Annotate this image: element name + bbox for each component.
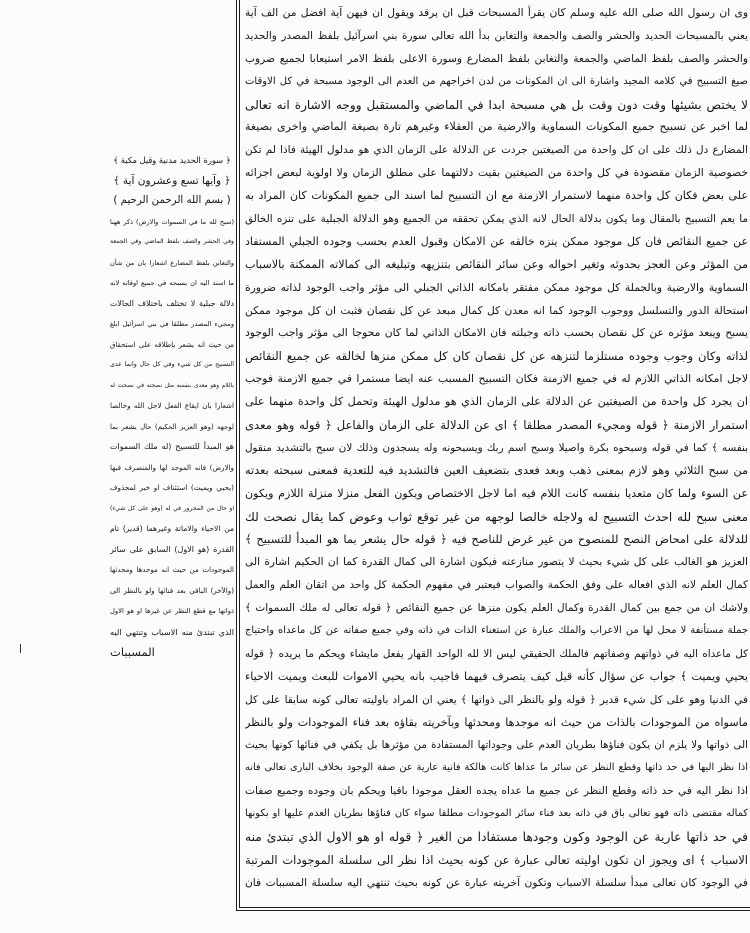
main-text-line: في حد ذاتها عارية عن الوجود وكون وجودها مستفادا من الغير ﴿ قوله او هو الاول الذي تبتدئ منه	[245, 830, 748, 845]
main-text-line: اذا نظر اليه في حد ذاته وقطع النظر عن جميع ما عداه يجده العقل موجودا باقيا ويحكم بان وجوده وجميع صفات	[245, 784, 748, 798]
main-text-line: لا يختص بشيئها وقت دون وقت بل هي مسبحة ابدا في الماضي والمستقبل ووجه الاشارة انه تعالى	[245, 97, 748, 112]
main-text-line: لاجل امكانه الذاتي اللازم له في جميع الازمنة فكان التسبيح المسبب عنه ايضا مستمرا في جميع الازمنة فوجب	[245, 372, 748, 386]
margin-text-line: (والآخر) الباقي بعد فنائها ولو بالنظر الى	[110, 585, 234, 595]
main-text-line: عن جميع النقائص فان كل موجود ممكن ينزه خالقه عن الامكان وقبول العدم بحسب وجوده الجبلي المستفاد	[245, 234, 748, 248]
main-text-line: في الدنيا وهو على كل شيء قدير ﴿ قوله ولو بالنظر الى ذواتها ﴾ يعني ان المراد باوليته تعالى كونه سابقا على كل	[245, 693, 748, 706]
main-text-line: من سبح الثلاثي وهو لازم بمعنى ذهب وبعد فعدى بتضعيف العين فالتشديد فيه للتعدية فمعنى سبحته بعدته	[245, 463, 748, 477]
main-text-line: عن السوء ولما كان متعديا بنفسه كانت اللام فيه اما لاجل الاختصاص ويكون الفعل منزلا منزلة اللازم ويكون	[245, 486, 748, 500]
margin-text-line: الموجودات من حيث انه موجدها ومحدثها	[110, 565, 234, 574]
main-text-line: العزيز هو الغالب على كل شيء بحيث لا يتصور منازعته فيكون اشارة الى كمال القدرة كما ان الحكيم اشارة الى	[245, 555, 748, 569]
main-text-line: ولاشك ان من جمع بين كمال القدرة وكمال العلم يكون منزها عن جميع النقائص ﴿ قوله تعالى له ملك السموات ﴾	[245, 602, 748, 615]
margin-text-line: باللام وهو معدى بنفسه مثل نصحته في نصحت له	[110, 382, 234, 389]
main-text-line: خصوصية الزمان مقصودة في كل واحدة من الصيغتين بقيت دلالتهما على مطلق الزمان ولا اولوية لبعض اجزائه	[245, 166, 748, 180]
main-text-line: والحشر والصف بلفظ الماضي والجمعة والتغابن بلفظ المضارع وسورة الاعلى بلفظ الامر استيعابا لجميع ضروب	[245, 51, 748, 65]
main-text-line: يسبح ويبعد مؤثره عن كل نقصان بحسب ذاته وجبلته فان الامكان الذاتي لما كان محوجا الى مؤثر واجب الوجود	[245, 326, 748, 340]
main-text-line: استمرار الازمنة ﴿ قوله ومجيء المصدر مطلقا ﴾ اى عن الدلالة على الزمان والفاعل ﴿ قوله وهو معدى	[245, 418, 748, 433]
main-text-line: كل ماعداه اليه في ذواتهم وصفاتهم فالملك الحقيقي ليس الا لله الواحد القهار يفعل مايشاء ويحكم ما يريده ﴿ قوله	[245, 647, 748, 660]
main-text-line: كماله مقتضى ذاته فهو تعالى باق في ذاته بعد فناء سائر الموجودات مطلقا سواء كان فناؤها بطريان العدم عليها او بكونها	[245, 808, 748, 820]
main-text-line: بنفسه ﴾ كما في قوله وسبحوه بكرة واصيلا وسبح اسم ربك ويسبحونه وله يسجدون وذلك لان سبح بالتشديد منقول	[245, 441, 748, 454]
main-text-line: الاسباب ﴾ اى ويجوز ان تكون اوليته تعالى عبارة عن كونه بحيث اذا نظر الى سلسلة الموجودات المرتبة	[245, 852, 748, 867]
main-text-line: ان يجرد كل واحدة من الصيغتين عن الدلالة على الزمان الذي هو مدلول الهيئة وتحمل كل واحدة منهما على	[245, 395, 748, 409]
stray-ink-mark	[20, 644, 21, 653]
margin-text-line: والارض) فانه الموجد لها والمتصرف فيها	[110, 462, 234, 472]
main-text-line: على بعض فكان كل واحدة منهما لاستمرار الازمنة مع ان التسبيح لما اسند الى جميع المكونات كان المراد به	[245, 189, 748, 203]
main-text-line: من المؤثر وعن العجز بحدوثه وتغير احواله وعن سائر النقائص بتنزيهه وتبليغه الى كمالاته الممكنة بالاسباب	[245, 257, 748, 271]
main-text-line: في الوجود كان تعالى مبدأ سلسلة الاسباب وتكون آخريته عبارة عن كونه بحيث تنتهي اليه سلسلة المسببات فان	[245, 875, 748, 889]
basmala: ( بسم الله الرحمن الرحيم )	[113, 195, 231, 206]
surah-title: ﴿ سورة الحديد مدنية وقيل مكية ﴾	[113, 155, 231, 165]
margin-text-line: لوجهه (وهو العزيز الحكيم) حال يشعر بما	[110, 422, 234, 431]
main-text-line: جملة مستأنفة لا محل لها من الاعراب والملك عبارة عن استغناء الذات في ذاته وفي جميع صفاته عن كل ماعداه واحتياج	[245, 625, 748, 637]
margin-text-line: (يحيي ويميت) استئناف او خبر لمحذوف	[110, 483, 234, 492]
main-text-line: ماسواه من الموجودات بالذات من حيث انه موجدها ومحدثها وبآخريته بقاؤه بعد فناء الموجودات ولو بالنظر	[245, 715, 748, 729]
margin-text-line: القدرة (هو الاول) السابق على سائر	[110, 544, 234, 554]
main-text-line: ما يعم التسبيح بالمقال وما يكون بدلالة الحال لانه الذي يمكن تحققه من الجميع وهو الدلالة الجبلية على تنزه الخالق	[245, 213, 748, 226]
main-text-line: استحالة الدور والتسلسل ووجوب الوجود كما انه معدن كل كمال مبعد عن كل نقصان فثبت ان كل موجود ممكن	[245, 303, 748, 317]
margin-text-line: وفي الحشر والصف بلفظ الماضي وفي الجمعة	[110, 238, 234, 245]
main-text-line: اذا نظر اليها في حد ذاتها وقطع النظر عن سائر ما عداها كانت هالكة فانية عارية عن صفة الوجود بخلاف البارى تعالى فانه	[245, 762, 748, 774]
margin-text-line: اشعارا بان ايقاع الفعل لاجل الله وخالصا	[110, 401, 234, 410]
margin-text-line: الذي تبتدئ منه الاسباب وتنتهي اليه	[110, 626, 234, 637]
main-text-line: لما اخبر عن تسبيح جميع المكونات السماوية والارضية من العقلاء وغيرهم تارة بصيغة الماضي واخرى بصيغة	[245, 120, 748, 134]
margin-text-line: من الاحياء والاماتة وغيرهما (قدير) تام	[110, 524, 234, 533]
main-text-line: السماوية والارضية وبالجملة كل موجود ممكن مفتقر بامكانه الذاتي الجبلي الى مؤثر واجب الوجود لذاته ضرورة	[245, 280, 748, 294]
main-text-block	[245, 2, 748, 895]
main-text-line: يحيي ويميت ﴾ جواب عن سؤال كأنه قيل كيف يتصرف فيهما فاجيب بانه يحيي الاموات للبعث ويميت الاحياء	[245, 669, 748, 683]
main-text-line: الى ذواتها ولا يلزم ان يكون فناؤها بطريان العدم على وجوداتها المستفادة من مؤثرها بل يكفي في فنائها كونها بحيث	[245, 739, 748, 751]
margin-text-line: او حال من المجرور في له (وهو على كل شيء)	[110, 504, 234, 512]
margin-commentary-block	[110, 150, 234, 663]
main-text-line: كمال العلم لانه الذي افعاله على وفق الحكمة والصواب فيعتبر في مفهوم الحكمة كل واحد من اتقان العلم والعمل	[245, 579, 748, 592]
margin-text-line: ذواتها مع قطع النظر عن غيرها او هو الاول	[110, 607, 234, 615]
main-text-line: وى ان رسول الله صلى الله عليه وسلم كان يقرأ المسبحات قبل ان يرقد ويقول ان فيهن آية افضل من الف آية	[245, 6, 748, 19]
margin-text-line: المسببات	[110, 645, 155, 659]
margin-text-line: ما اسند اليه ان يسبحه في جميع اوقاته لانه	[110, 279, 234, 287]
margin-text-line: (سبح لله ما في السموات والارض) ذكر ههنا	[110, 217, 234, 226]
margin-text-line: من حيث انه يشعر باطلاقه على استحقاق	[110, 340, 234, 349]
margin-text-line: والتغابن بلفظ المضارع اشعارا بان من شأن	[110, 258, 234, 267]
main-text-line: يعني بالمسبحات الحديد والحشر والصف والجمعة والتغابن بدأ الله تعالى سورة بني اسرآئيل بلفظ المصدر والحديد	[245, 29, 748, 42]
main-text-line: المضارع دل ذلك على ان كل واحدة من الصيغتين جردت عن الدلالة على الزمان الذي هو مدلول الهيئة فاذا لم تكن	[245, 144, 748, 157]
verse-count: ﴿ وآيها تسع وعشرون آية ﴾	[113, 174, 231, 187]
main-text-line: صيغ التسبيح في كلامه المجيد واشارة الى ان المكونات من لدن اخراجهم من العدم الى الوجود مسبحة في كل الاوقات	[245, 75, 748, 87]
main-text-line: لذاته وكان وجوب وجوده مستلزما لتنزهه عن كل نقصان كان كل ممكن منزها لخالقه عن جميع النقائص	[245, 349, 748, 364]
margin-text-line: هو المبدأ للتسبيح (له ملك السموات	[110, 442, 234, 451]
margin-text-line: ومجيء المصدر مطلقا في بني اسرآئيل ابلغ	[110, 320, 234, 328]
main-text-line: معنى سبح لله احدث التسبيح له ولاجله خالصا لوجهه من غير توقع ثواب وعوض كما يقال نصحت لك	[245, 509, 748, 524]
main-text-line: للدلالة على امحاض النصح للمنصوح من غير غرض للناصح فيه ﴿ قوله حال يشعر بما هو المبدأ للتسبيح ﴾	[245, 532, 748, 547]
margin-text-line: دلالة جبلية لا تختلف باختلاف الحالات	[110, 298, 234, 308]
margin-text-line: التسبيح من كل شيء وفي كل حال وانما عدى	[110, 361, 234, 368]
